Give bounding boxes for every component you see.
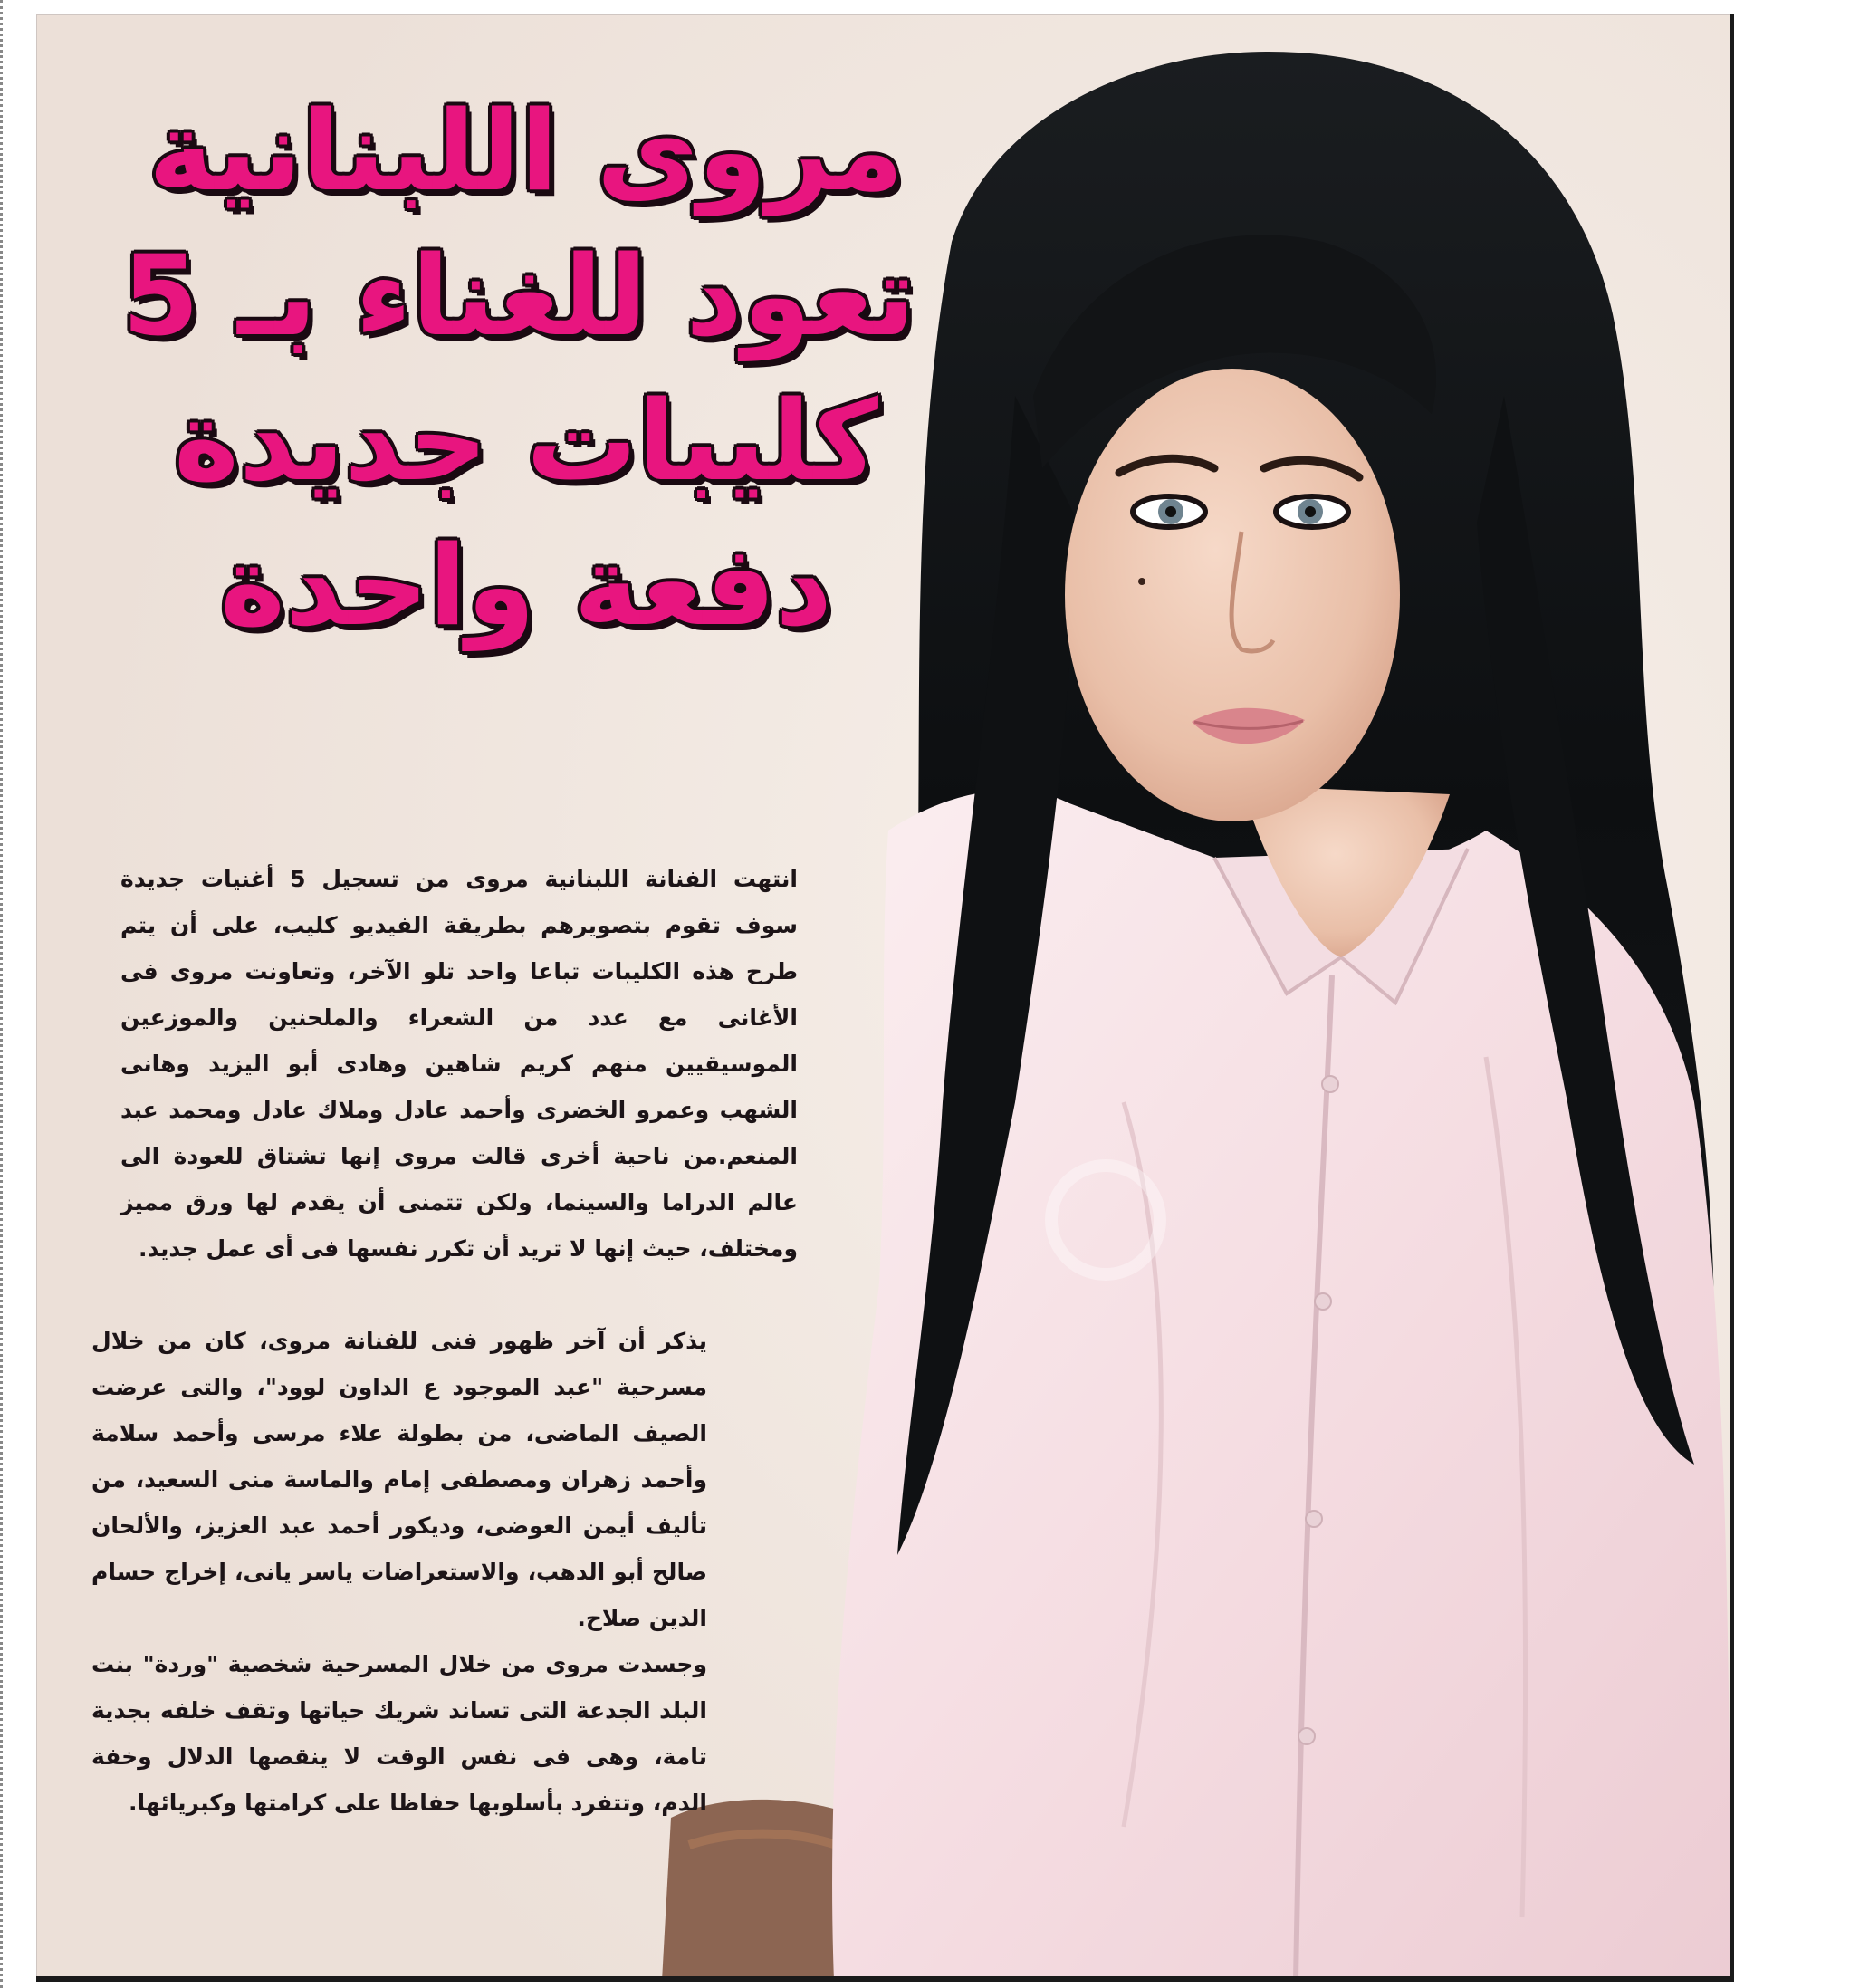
page-border-bottom <box>36 1976 1731 1982</box>
headline <box>121 79 915 658</box>
headline-line-3: كليبات جديدة <box>174 377 878 505</box>
article-body-lower <box>91 1318 707 1826</box>
headline-line-4: دفعة واحدة <box>220 522 832 650</box>
article-body-upper <box>120 856 798 1272</box>
headline-line-2: تعود للغناء بـ 5 <box>121 232 915 360</box>
article-paragraph: يذكر أن آخر ظهور فنى للفنانة مروى، كان من خلال مسرحية "عبد الموجود ع الداون لوود"، والتى عرضت الصيف الماضى، من بطولة علاء مرسى وأحمد سلامة وأحمد زهران ومصطفى إمام والماسة منى السعيد، من تأليف أيمن العوضى، وديكور أحمد عبد العزيز، والألحان صالح أبو الدهب، والاستعراضات ياسر يانى، إخراج حسام الدين صلاح. <box>91 1328 707 1631</box>
article-paragraph: وجسدت مروى من خلال المسرحية شخصية "وردة" بنت البلد الجدعة التى تساند شريك حياتها وتقف خلفه بجدية تامة، وهى فى نفس الوقت لا ينقصها الدلال وخفة الدم، وتتفرد بأسلوبها حفاظا على كرامتها وكبريائها. <box>91 1651 707 1816</box>
newspaper-page <box>36 14 1731 1982</box>
page-cut-line <box>0 0 3 1988</box>
page-border-right <box>1730 14 1734 1982</box>
article-paragraph: انتهت الفنانة اللبنانية مروى من تسجيل 5 أغنيات جديدة سوف تقوم بتصويرهم بطريقة الفيديو كليب، على أن يتم طرح هذه الكليبات تباعا واحد تلو الآخر، وتعاونت مروى فى الأغانى مع عدد من الشعراء والملحنين والموزعين الموسيقيين منهم كريم شاهين وهادى أبو اليزيد وهانى الشهب وعمرو الخضرى وأحمد عادل وملاك عادل ومحمد عبد المنعم.من ناحية أخرى قالت مروى إنها تشتاق للعودة الى عالم الدراما والسينما، ولكن تتمنى أن يقدم لها ورق مميز ومختلف، حيث إنها لا تريد أن تكرر نفسها فى أى عمل جديد. <box>120 866 798 1262</box>
headline-line-1: مروى اللبنانية <box>149 87 904 216</box>
